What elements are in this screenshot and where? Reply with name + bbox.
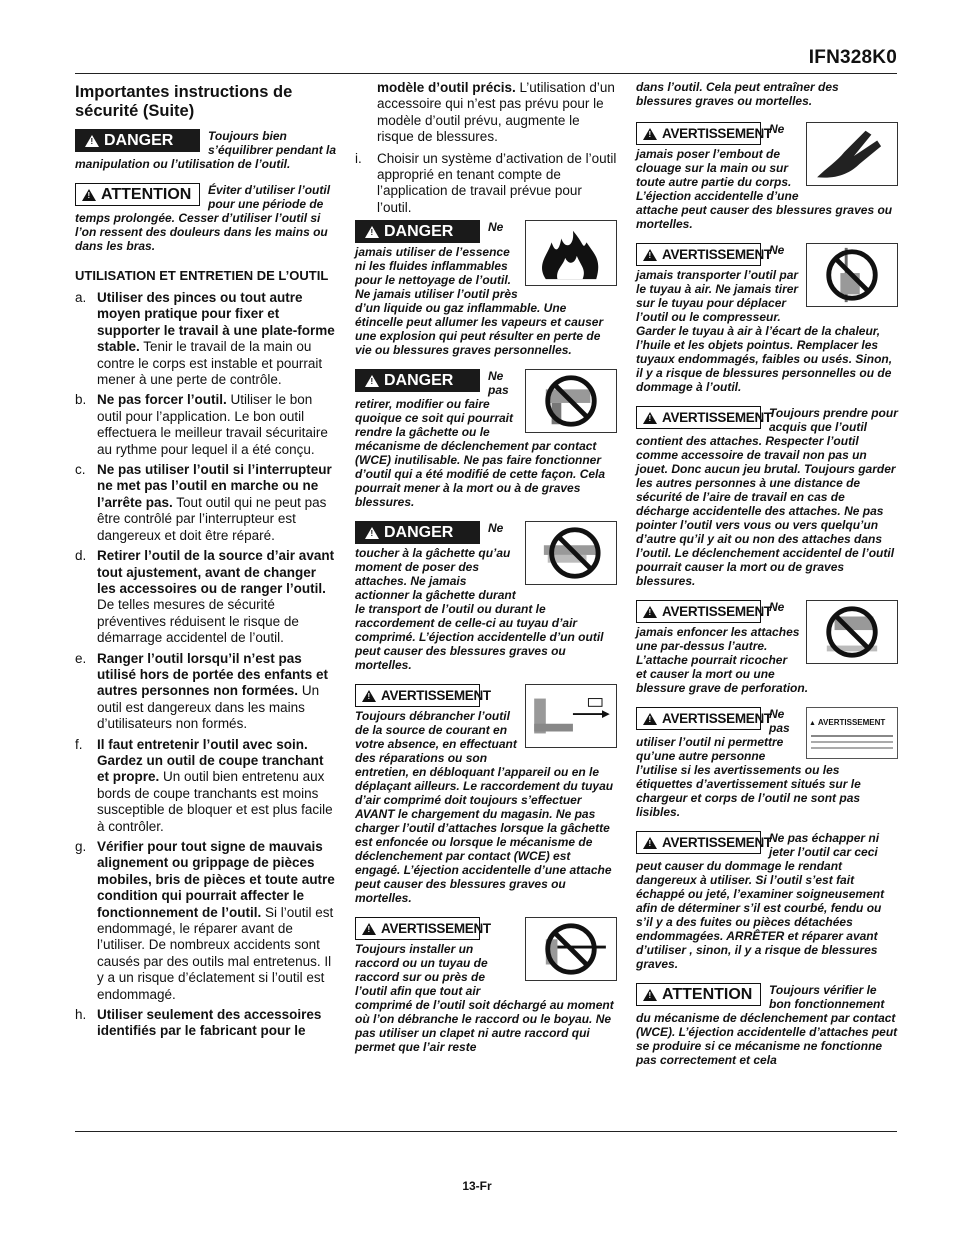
list-item: a. Utiliser des pinces ou tout autre moyen pratique pour fixer et supporter le travail à une plate-forme stable. Tenir le travail de la main ou contre le corps est instable et pourrait mener à une perte de contrôle.: [75, 290, 335, 388]
avert-drop-notice: [636, 831, 898, 971]
avert-stacking-notice: [636, 600, 898, 695]
warning-triangle-icon: !: [85, 135, 99, 147]
warning-triangle-icon: !: [362, 690, 376, 702]
danger-text: Ne pas retirer, modifier ou faire quoique ce soit qui pourrait rendre la gâchette ou le mécanisme de déclenchement par contact (WCE) inutilisable. Ne pas faire fonctionner d’outil qui a été modifié de cette façon. Cela pourrait mener à la mort ou à de graves blessures.: [355, 369, 606, 510]
list-item: h. Utiliser seulement des accessoires identifiés par le fabricant pour le: [75, 1007, 322, 1039]
avertissement-badge: ! AVERTISSEMENT: [636, 406, 761, 429]
avertissement-text: Ne jamais enfoncer les attaches une par-dessus l’autre. L’attache pourrait ricocher et causer la mort ou une blessure grave de perforation.: [636, 600, 809, 695]
danger-text: Ne jamais utiliser de l’essence ni les fluides inflammables pour le nettoyage de l’outil. Ne jamais utiliser l’outil près d’un liquide ou gaz inflammable. Une étincelle peut allumer les vapeurs et causer une explosion qui peut résulter en perte de vie ou blessures graves personnelles.: [355, 220, 604, 358]
warning-triangle-icon: !: [82, 189, 96, 201]
disconnect-hose-icon: [525, 684, 617, 748]
page-number: 13-Fr: [462, 1179, 492, 1193]
avert-labels-notice: [636, 707, 898, 819]
no-trigger-icon: [525, 521, 617, 585]
list-item: f. Il faut entretenir l’outil avec soin. Gardez un outil de coupe tranchant et propre. Un outil bien entretenu aux bords de coupe tranchants est moins susceptible de bloquer et est plus facile à contrôler.: [75, 736, 333, 834]
list-item: b. Ne pas forcer l’outil. Utiliser le bon outil pour l’application. Le bon outil effectuera le meilleur travail sécuritaire au rythme pour lequel il a été conçu.: [75, 392, 328, 457]
continued-warning-text: dans l’outil. Cela peut entraîner des blessures graves ou mortelles.: [636, 80, 839, 108]
warning-triangle-icon: !: [365, 527, 379, 539]
danger-badge: ! DANGER: [355, 369, 480, 392]
instruction-list-cont: [355, 151, 617, 217]
warning-triangle-icon: !: [643, 989, 657, 1001]
avertissement-badge: ! AVERTISSEMENT: [636, 600, 761, 623]
bottom-rule: [75, 1131, 897, 1132]
danger-badge: ! DANGER: [355, 220, 480, 243]
attention-wce-notice: [636, 983, 898, 1067]
avert-fitting-notice: [355, 917, 617, 1054]
avertissement-text: Toujours installer un raccord ou un tuyau de raccord sur ou près de l’outil afin que tout air comprimé de l’outil soit déchargé au moment où l’on débranche le raccord ou le boyau. Ne pas utiliser un clapet ni autre raccord qui permet que l’air reste: [355, 942, 614, 1055]
avertissement-text: Ne pas échapper ni jeter l’outil car ceci peut causer du dommage le rendant dangereux à utiliser. Si l’outil s’est fait échappé ou jeté, l’examiner soigneusement afin de déterminer s’il est courbé, fendu ou s’il y a des fuites ou pièces détachées endommagées. ARRÊTER et réparer avant d’utiliser , sinon, il y a risque de blessures graves.: [636, 831, 885, 971]
attention-text: Toujours vérifier le bon fonctionnement du mécanisme de déclenchement par contact (WCE). L’éjection accidentelle d’attaches peut se produire si ce mécanisme ne fonctionne pas correctement et cela: [636, 983, 898, 1067]
avertissement-text: Ne jamais poser l’embout de clouage sur la main ou sur toute autre partie du corps. L’éjection accidentelle d’une attache peut causer des blessures graves ou mortelles.: [636, 122, 893, 231]
column-1: [75, 80, 337, 1044]
column-2: [355, 80, 617, 1066]
subsection-heading: UTILISATION ET ENTRETIEN DE L’OUTIL: [75, 268, 329, 283]
danger-badge: ! DANGER: [75, 129, 200, 152]
warning-triangle-icon: !: [643, 412, 657, 424]
warning-triangle-icon: !: [643, 837, 657, 849]
warning-triangle-icon: !: [362, 923, 376, 935]
flame-icon: [525, 220, 617, 286]
column-3: [636, 80, 898, 1079]
avert-hand-notice: [636, 122, 898, 231]
avertissement-text: Toujours prendre pour acquis que l’outil contient des attaches. Respecter l’outil comme accessoire de travail non pas un jouet. Donc aucun jeu brutal. Toujours garder les autres personnes à une distance de sécurité de l’aire de travail en cas de décharge accidentelle des attaches. Ne pas pointer l’outil vers vous ou vers quelqu’un d’autre qu’il y ait ou non des attaches dans l’outil. Le déclenchement accidentel de l’outil pourrait causer la mort ou de graves blessures.: [636, 406, 898, 588]
attention-badge: ! ATTENTION: [636, 983, 761, 1006]
warning-label-icon: ▲ AVERTISSEMENT: [806, 707, 898, 759]
warning-triangle-icon: !: [643, 128, 657, 140]
avertissement-text: Ne jamais transporter l’outil par le tuyau à air. Ne jamais tirer sur le tuyau pour déplacer l’outil ou le compresseur. Garder le tuyau à air à l’écart de la chaleur, l’huile et les objets pointus. Remplacer les tuyaux endommagés, faibles ou usés. Sinon, il y a risque de blessures personnelles ou de dommage à l’outil.: [636, 243, 893, 394]
label-pic-text: AVERTISSEMENT: [817, 718, 886, 727]
list-item: d. Retirer l’outil de la source d’air avant tout ajustement, avant de changer les accessoires ou de ranger l’outil. De telles mesures de sécurité préventives réduisent le risque de démarrage accidentel de l’outil.: [75, 548, 335, 646]
continued-text: modèle d’outil précis. L’utilisation d’un accessoire qui n’est pas prévu pour le modèle d’outil prévu, augmente le risque de blessures.: [377, 80, 615, 145]
avertissement-badge: ! AVERTISSEMENT: [636, 707, 761, 730]
list-item: c. Ne pas utiliser l’outil si l’interrupteur ne met pas l’outil en marche ou ne l’arrête pas. Tout outil qui ne peut pas être contrôlé par l’interrupteur est dangereux et doit être réparé.: [75, 462, 332, 543]
danger-notice: [75, 129, 337, 171]
avert-disconnect-notice: [355, 684, 617, 905]
avertissement-badge: ! AVERTISSEMENT: [355, 917, 480, 940]
danger-text: Ne toucher à la gâchette qu’au moment de poser des attaches. Ne jamais actionner la gâchette durant le transport de l’outil ou durant le raccordement de celle-ci au tuyau d’air comprimé. L’éjection accidentelle d’un outil peut causer des blessures graves ou mortelles.: [355, 521, 604, 673]
danger-badge: ! DANGER: [355, 521, 480, 544]
avert-hose-notice: [636, 243, 898, 394]
hand-icon: [806, 122, 898, 186]
danger-flammable-notice: [355, 220, 617, 357]
section-title: Importantes instructions de sécurité (Suite): [75, 83, 293, 120]
danger-text: Toujours bien s’équilibrer pendant la manipulation ou l’utilisation de l’outil.: [75, 129, 337, 171]
attention-notice: [75, 183, 337, 253]
avert-loaded-notice: [636, 406, 898, 588]
model-number: IFN328K0: [808, 47, 897, 68]
attention-text: Éviter d’utiliser l’outil pour une période de temps prolongée. Cesser d’utiliser l’outil si l’on ressent des douleurs dans les mains ou dans les bras.: [75, 183, 331, 253]
warning-triangle-icon: !: [643, 249, 657, 261]
warning-triangle-icon: !: [365, 375, 379, 387]
avertissement-badge: ! AVERTISSEMENT: [636, 243, 761, 266]
avertissement-badge: ! AVERTISSEMENT: [636, 122, 761, 145]
avertissement-badge: ! AVERTISSEMENT: [355, 684, 480, 707]
list-item: g. Vérifier pour tout signe de mauvais alignement ou grippage de pièces mobiles, bris de pièces et toute autre condition qui pourrait affecter le fonctionnement de l’outil. Si l’outil est endommagé, le réparer avant de l’utiliser. De nombreux accidents sont causés par des outils mal entretenus. Il y a un risque d’éclatement si l’outil est endommagé.: [75, 839, 335, 1002]
danger-modify-notice: [355, 369, 617, 509]
attention-badge: ! ATTENTION: [75, 183, 200, 206]
no-closed-fitting-icon: [525, 917, 617, 981]
warning-triangle-icon: !: [643, 606, 657, 618]
top-rule: [75, 73, 897, 74]
no-modify-tool-icon: [525, 369, 617, 433]
danger-trigger-notice: [355, 521, 617, 672]
avertissement-badge: ! AVERTISSEMENT: [636, 831, 761, 854]
warning-triangle-icon: !: [643, 713, 657, 725]
list-item: i. Choisir un système d’activation de l’outil approprié en tenant compte de l’application de travail prévue pour l’outil.: [355, 150, 617, 215]
no-nail-on-nail-icon: [806, 600, 898, 664]
avertissement-text: Toujours débrancher l’outil de la source de courant en votre absence, en effectuant des réparations ou son entretien, en débloquant l’appareil ou en le déplaçant ailleurs. Le raccordement du tuyau d’air comprimé doit toujours s’effectuer AVANT le chargement du magasin. Ne pas charger l’outil d’attaches lorsque la gâchette est enfoncée ou lorsque le mécanisme de déclenchement par contact (WCE) est engagé. L’éjection accidentelle d’une attache peut causer des blessures graves ou mortelles.: [355, 709, 614, 906]
warning-triangle-icon: !: [365, 226, 379, 238]
instruction-list: [75, 290, 337, 1040]
list-item: e. Ranger l’outil lorsqu’il n’est pas utilisé hors de portée des enfants et autres personnes non formées. Un outil est dangereux dans les mains d’utilisateurs non formés.: [75, 650, 329, 732]
no-carry-by-hose-icon: [806, 243, 898, 307]
avertissement-text: Ne pas utiliser l’outil ni permettre qu’une autre personne l’utilise si les avertissements ou les étiquettes d’avertissement situés sur le chargeur et corps de l’outil ne sont pas lisibles.: [636, 707, 861, 819]
